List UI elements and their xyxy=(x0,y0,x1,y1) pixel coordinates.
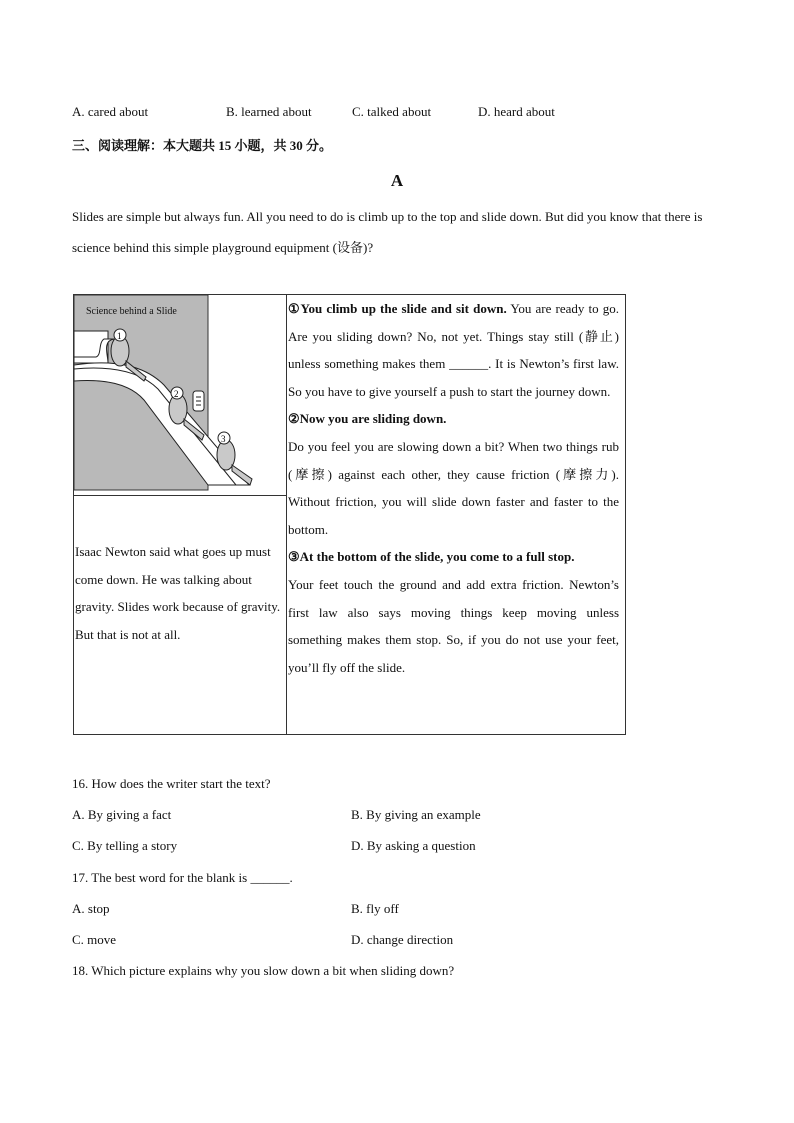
passage-table xyxy=(73,294,626,735)
q16-option-d: D. By asking a question xyxy=(351,838,476,853)
question-15-options xyxy=(72,104,722,122)
explanation-cell xyxy=(287,295,626,735)
marker-2: 2 xyxy=(174,389,179,399)
step-1-text: You are ready to go. Are you sliding down? No, not yet. Things stay still (静止) unless something makes them ______. It is Newton’s first law. So you have to give yourself a push to start the journey down. xyxy=(288,301,619,399)
step-2-text: Do you feel you are slowing down a bit? When two things rub (摩擦) against each other, they cause friction (摩擦力). Without friction, you will slide down faster and faster to the bottom. xyxy=(288,438,619,537)
q17-option-b: B. fly off xyxy=(351,901,399,916)
step-3-text: Your feet touch the ground and add extra friction. Newton’s first law also says moving things keep moving unless something makes them stop. So, if you do not use your feet, you’ll fly off the slide. xyxy=(288,576,619,675)
step-2-heading: ②Now you are sliding down. xyxy=(288,411,447,427)
marker-1: 1 xyxy=(117,331,122,341)
q16-option-b: B. By giving an example xyxy=(351,807,481,822)
q17-option-a: A. stop xyxy=(72,901,110,916)
q15-option-c: C. talked about xyxy=(352,104,432,119)
figure-label: Science behind a Slide xyxy=(86,306,177,317)
explanation-text xyxy=(287,295,625,683)
newton-text: Isaac Newton said what goes up must come down. He was talking about gravity. Slides work because of gravity. But that is not at all. xyxy=(75,544,281,642)
passage-intro: Slides are simple but always fun. All you need to do is climb up to the top and slide down. But did you know that there is science behind this simple playground equipment (设备)? xyxy=(72,209,703,255)
section-heading: 三、阅读理解：本大题共 15 小题，共 30 分。 xyxy=(72,138,333,153)
q15-option-a: A. cared about xyxy=(72,104,149,119)
question-16-stem: 16. How does the writer start the text? xyxy=(72,776,271,791)
question-17-stem: 17. The best word for the blank is ______. xyxy=(72,870,293,885)
slide-figure-cell xyxy=(74,295,287,496)
question-18-stem: 18. Which picture explains why you slow down a bit when sliding down? xyxy=(72,963,455,978)
marker-3: 3 xyxy=(221,434,226,444)
q16-option-c: C. By telling a story xyxy=(72,838,178,853)
q15-option-b: B. learned about xyxy=(226,104,312,119)
q17-option-d: D. change direction xyxy=(351,932,454,947)
slide-figure xyxy=(74,295,286,495)
q16-option-a: A. By giving a fact xyxy=(72,807,172,822)
q15-option-d: D. heard about xyxy=(478,104,555,119)
newton-text-cell xyxy=(74,496,287,735)
step-1-heading: ①You climb up the slide and sit down. xyxy=(288,301,507,316)
passage-title: A xyxy=(390,171,404,190)
q17-option-c: C. move xyxy=(72,932,117,947)
step-3-heading: ③At the bottom of the slide, you come to a full stop. xyxy=(288,549,575,565)
